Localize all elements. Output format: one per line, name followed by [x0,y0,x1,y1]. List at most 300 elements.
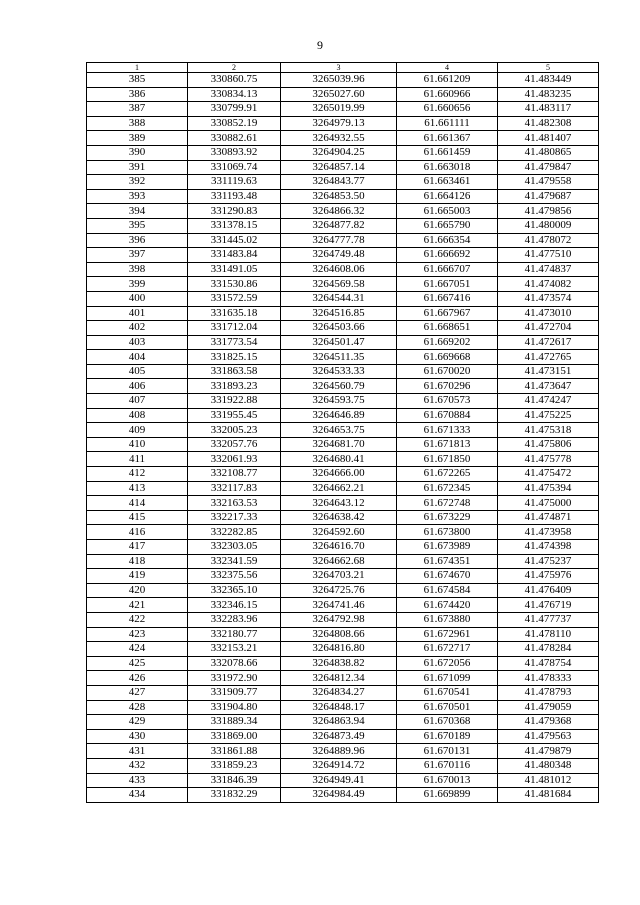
table-cell: 41.479368 [498,715,599,730]
table-cell: 331069.74 [188,160,281,175]
table-cell: 3264569.58 [281,277,397,292]
table-row [87,758,599,773]
table-row [87,248,599,263]
table-cell: 41.473647 [498,379,599,394]
table-row [87,131,599,146]
table-row [87,715,599,730]
table-cell: 41.475472 [498,467,599,482]
table-cell: 332282.85 [188,525,281,540]
table-cell: 330799.91 [188,102,281,117]
table-cell: 41.479558 [498,175,599,190]
table-cell: 41.476409 [498,583,599,598]
table-cell: 406 [87,379,188,394]
table-cell: 41.482308 [498,116,599,131]
table-cell: 3265019.99 [281,102,397,117]
table-cell: 41.475237 [498,554,599,569]
table-cell: 41.472704 [498,321,599,336]
table-cell: 3264725.76 [281,583,397,598]
table-cell: 3264638.42 [281,510,397,525]
table-cell: 434 [87,788,188,803]
table-cell: 425 [87,656,188,671]
table-cell: 332005.23 [188,423,281,438]
table-cell: 331832.29 [188,788,281,803]
table-cell: 61.674420 [397,598,498,613]
table-cell: 3264666.00 [281,467,397,482]
table-cell: 330852.19 [188,116,281,131]
table-cell: 3264873.49 [281,729,397,744]
table-cell: 41.473574 [498,291,599,306]
table-cell: 41.481407 [498,131,599,146]
table-cell: 3264812.34 [281,671,397,686]
table-cell: 331904.80 [188,700,281,715]
table-cell: 41.475394 [498,481,599,496]
table-cell: 3264816.80 [281,642,397,657]
table-row [87,175,599,190]
table-row [87,598,599,613]
table-cell: 411 [87,452,188,467]
table-row [87,540,599,555]
table-cell: 3264863.94 [281,715,397,730]
table-cell: 41.477737 [498,612,599,627]
table-cell: 332375.56 [188,569,281,584]
table-cell: 3264979.13 [281,116,397,131]
table-cell: 3264984.49 [281,788,397,803]
table-cell: 41.480009 [498,218,599,233]
table-cell: 61.673989 [397,540,498,555]
table-cell: 415 [87,510,188,525]
table-cell: 41.483117 [498,102,599,117]
table-cell: 426 [87,671,188,686]
table-cell: 61.671099 [397,671,498,686]
table-cell: 3264680.41 [281,452,397,467]
table-cell: 3264703.21 [281,569,397,584]
table-cell: 61.667416 [397,291,498,306]
table-cell: 61.672265 [397,467,498,482]
table-cell: 41.481012 [498,773,599,788]
table-cell: 41.480865 [498,145,599,160]
table-cell: 3264838.82 [281,656,397,671]
table-cell: 61.670296 [397,379,498,394]
table-cell: 332303.05 [188,540,281,555]
table-cell: 3264646.89 [281,408,397,423]
table-cell: 61.670116 [397,758,498,773]
table-cell: 432 [87,758,188,773]
table-cell: 41.481684 [498,788,599,803]
table-cell: 61.669668 [397,350,498,365]
table-cell: 331483.84 [188,248,281,263]
table-cell: 330882.61 [188,131,281,146]
table-cell: 61.672717 [397,642,498,657]
table-cell: 398 [87,262,188,277]
table-cell: 41.478284 [498,642,599,657]
table-row [87,773,599,788]
table-cell: 41.475806 [498,437,599,452]
table-cell: 3264857.14 [281,160,397,175]
table-cell: 409 [87,423,188,438]
table-cell: 3264662.21 [281,481,397,496]
table-cell: 331635.18 [188,306,281,321]
table-cell: 61.660656 [397,102,498,117]
table-cell: 41.477510 [498,248,599,263]
table-cell: 61.665003 [397,204,498,219]
table-cell: 427 [87,685,188,700]
table-row [87,554,599,569]
table-cell: 331909.77 [188,685,281,700]
table-cell: 410 [87,437,188,452]
table-cell: 404 [87,350,188,365]
table-cell: 394 [87,204,188,219]
table-cell: 412 [87,467,188,482]
table-cell: 61.661111 [397,116,498,131]
table-cell: 331893.23 [188,379,281,394]
table-cell: 3264653.75 [281,423,397,438]
table-cell: 3264544.31 [281,291,397,306]
table-row [87,218,599,233]
table-cell: 41.475318 [498,423,599,438]
table-cell: 3264560.79 [281,379,397,394]
table-cell: 331889.34 [188,715,281,730]
table-cell: 61.666692 [397,248,498,263]
table-cell: 3264643.12 [281,496,397,511]
table-cell: 332078.66 [188,656,281,671]
table-cell: 41.475225 [498,408,599,423]
table-cell: 61.661367 [397,131,498,146]
table-cell: 41.475976 [498,569,599,584]
table-cell: 61.673229 [397,510,498,525]
table-cell: 331530.86 [188,277,281,292]
table-cell: 61.663461 [397,175,498,190]
table-row [87,335,599,350]
table-cell: 61.674351 [397,554,498,569]
table-cell: 331955.45 [188,408,281,423]
table-cell: 400 [87,291,188,306]
table-row [87,627,599,642]
table-cell: 41.474871 [498,510,599,525]
table-cell: 41.478754 [498,656,599,671]
table-cell: 331773.54 [188,335,281,350]
table-cell: 3264904.25 [281,145,397,160]
table-cell: 41.479856 [498,204,599,219]
table-cell: 3265039.96 [281,73,397,88]
table-cell: 414 [87,496,188,511]
table-cell: 41.473151 [498,364,599,379]
table-cell: 431 [87,744,188,759]
column-header-2: 2 [188,63,281,73]
column-header-4: 4 [397,63,498,73]
table-cell: 332163.53 [188,496,281,511]
table-cell: 397 [87,248,188,263]
table-cell: 61.661459 [397,145,498,160]
table-row [87,102,599,117]
table-row [87,423,599,438]
table-cell: 332057.76 [188,437,281,452]
table-row [87,306,599,321]
table-cell: 61.670884 [397,408,498,423]
table-cell: 396 [87,233,188,248]
table-cell: 389 [87,131,188,146]
table-cell: 41.478072 [498,233,599,248]
table-cell: 3264877.82 [281,218,397,233]
table-body [87,73,599,803]
table-cell: 332153.21 [188,642,281,657]
table-cell: 61.670131 [397,744,498,759]
table-cell: 330834.13 [188,87,281,102]
table-cell: 393 [87,189,188,204]
table-cell: 61.665790 [397,218,498,233]
table-cell: 3264808.66 [281,627,397,642]
column-header-5: 5 [498,63,599,73]
table-cell: 403 [87,335,188,350]
table-cell: 331863.58 [188,364,281,379]
table-row [87,671,599,686]
table-row [87,379,599,394]
table-cell: 332117.83 [188,481,281,496]
table-cell: 332346.15 [188,598,281,613]
table-cell: 3264834.27 [281,685,397,700]
table-cell: 3264914.72 [281,758,397,773]
table-cell: 61.671333 [397,423,498,438]
table-cell: 3264866.32 [281,204,397,219]
table-cell: 387 [87,102,188,117]
table-cell: 41.478333 [498,671,599,686]
table-cell: 61.669202 [397,335,498,350]
table-cell: 330860.75 [188,73,281,88]
table-cell: 331491.05 [188,262,281,277]
table-cell: 3264503.66 [281,321,397,336]
table-cell: 41.474247 [498,394,599,409]
table-cell: 332217.33 [188,510,281,525]
table-cell: 421 [87,598,188,613]
table-cell: 61.670573 [397,394,498,409]
table-cell: 61.669899 [397,788,498,803]
table-cell: 424 [87,642,188,657]
table-cell: 61.668651 [397,321,498,336]
table-cell: 332061.93 [188,452,281,467]
table-cell: 41.472765 [498,350,599,365]
table-cell: 3264932.55 [281,131,397,146]
table-cell: 3265027.60 [281,87,397,102]
table-row [87,204,599,219]
table-row [87,291,599,306]
table-cell: 61.671813 [397,437,498,452]
table-cell: 3264662.68 [281,554,397,569]
table-cell: 331119.63 [188,175,281,190]
table-row [87,73,599,88]
table-cell: 407 [87,394,188,409]
table-row [87,364,599,379]
table-cell: 330893.92 [188,145,281,160]
table-cell: 41.475000 [498,496,599,511]
table-row [87,481,599,496]
table-cell: 41.479687 [498,189,599,204]
table-cell: 3264593.75 [281,394,397,409]
table-row [87,583,599,598]
table-cell: 61.670501 [397,700,498,715]
table-cell: 430 [87,729,188,744]
table-cell: 41.474398 [498,540,599,555]
table-cell: 3264511.35 [281,350,397,365]
table-cell: 61.673800 [397,525,498,540]
table-cell: 61.661209 [397,73,498,88]
table-cell: 417 [87,540,188,555]
table-cell: 385 [87,73,188,88]
table-row [87,160,599,175]
table-cell: 3264592.60 [281,525,397,540]
table-cell: 41.473010 [498,306,599,321]
table-cell: 386 [87,87,188,102]
table-cell: 401 [87,306,188,321]
coordinates-table [86,62,599,803]
table-cell: 331193.48 [188,189,281,204]
table-cell: 428 [87,700,188,715]
table-row [87,262,599,277]
table-cell: 61.670013 [397,773,498,788]
table-cell: 388 [87,116,188,131]
table-cell: 331290.83 [188,204,281,219]
table-row [87,408,599,423]
table-cell: 392 [87,175,188,190]
column-header-3: 3 [281,63,397,73]
table-cell: 41.475778 [498,452,599,467]
table-cell: 41.483449 [498,73,599,88]
table-cell: 3264501.47 [281,335,397,350]
table-cell: 332108.77 [188,467,281,482]
table-cell: 3264616.70 [281,540,397,555]
table-row [87,452,599,467]
table-cell: 422 [87,612,188,627]
table-cell: 399 [87,277,188,292]
table-cell: 3264853.50 [281,189,397,204]
table-cell: 3264949.41 [281,773,397,788]
table-row [87,612,599,627]
table-cell: 41.478793 [498,685,599,700]
table-cell: 418 [87,554,188,569]
table-cell: 41.472617 [498,335,599,350]
table-cell: 390 [87,145,188,160]
table-cell: 61.674670 [397,569,498,584]
table-cell: 332283.96 [188,612,281,627]
table-row [87,87,599,102]
table-row [87,437,599,452]
table-row [87,116,599,131]
table-cell: 331859.23 [188,758,281,773]
table-cell: 429 [87,715,188,730]
table-cell: 61.672345 [397,481,498,496]
table-row [87,467,599,482]
table-row [87,656,599,671]
table-cell: 331972.90 [188,671,281,686]
table-cell: 3264516.85 [281,306,397,321]
table-cell: 402 [87,321,188,336]
table-cell: 331825.15 [188,350,281,365]
table-cell: 41.479879 [498,744,599,759]
table-cell: 331869.00 [188,729,281,744]
table-row [87,189,599,204]
table-cell: 41.479847 [498,160,599,175]
table-row [87,525,599,540]
table-cell: 3264608.06 [281,262,397,277]
table-cell: 61.660966 [397,87,498,102]
table-cell: 332341.59 [188,554,281,569]
table-cell: 41.479563 [498,729,599,744]
table-cell: 61.670189 [397,729,498,744]
table-row [87,788,599,803]
table-cell: 3264792.98 [281,612,397,627]
table-cell: 391 [87,160,188,175]
table-cell: 331712.04 [188,321,281,336]
table-cell: 331922.88 [188,394,281,409]
page-number: 9 [317,38,323,52]
table-row [87,321,599,336]
table-cell: 61.666707 [397,262,498,277]
table-row [87,510,599,525]
table-cell: 331861.88 [188,744,281,759]
table-cell: 61.672748 [397,496,498,511]
table-cell: 3264843.77 [281,175,397,190]
table-cell: 408 [87,408,188,423]
table-cell: 61.667967 [397,306,498,321]
table-row [87,642,599,657]
table-cell: 416 [87,525,188,540]
table-cell: 3264848.17 [281,700,397,715]
table-cell: 332180.77 [188,627,281,642]
table-cell: 41.483235 [498,87,599,102]
table-cell: 331445.02 [188,233,281,248]
table-cell: 331846.39 [188,773,281,788]
table-cell: 332365.10 [188,583,281,598]
table-cell: 61.674584 [397,583,498,598]
table-cell: 61.664126 [397,189,498,204]
table-row [87,350,599,365]
table-row [87,277,599,292]
table-cell: 405 [87,364,188,379]
table-row [87,145,599,160]
table-row [87,685,599,700]
table-cell: 420 [87,583,188,598]
table-cell: 433 [87,773,188,788]
column-header-1: 1 [87,63,188,73]
table-cell: 331378.15 [188,218,281,233]
table-cell: 3264889.96 [281,744,397,759]
table-cell: 3264777.78 [281,233,397,248]
table-row [87,569,599,584]
table-cell: 61.663018 [397,160,498,175]
table-cell: 41.479059 [498,700,599,715]
table-cell: 61.671850 [397,452,498,467]
table-cell: 41.478110 [498,627,599,642]
table-cell: 61.672056 [397,656,498,671]
table-row [87,496,599,511]
table-cell: 41.476719 [498,598,599,613]
table-cell: 61.670368 [397,715,498,730]
table-cell: 3264681.70 [281,437,397,452]
table-cell: 41.473958 [498,525,599,540]
table-cell: 41.480348 [498,758,599,773]
table-cell: 61.666354 [397,233,498,248]
table-cell: 395 [87,218,188,233]
table-cell: 413 [87,481,188,496]
table-cell: 3264741.46 [281,598,397,613]
table-header-row [87,63,599,73]
table-cell: 419 [87,569,188,584]
table-cell: 61.670541 [397,685,498,700]
table-cell: 61.667051 [397,277,498,292]
table-row [87,233,599,248]
table-cell: 3264749.48 [281,248,397,263]
table-row [87,729,599,744]
table-row [87,700,599,715]
table-row [87,744,599,759]
